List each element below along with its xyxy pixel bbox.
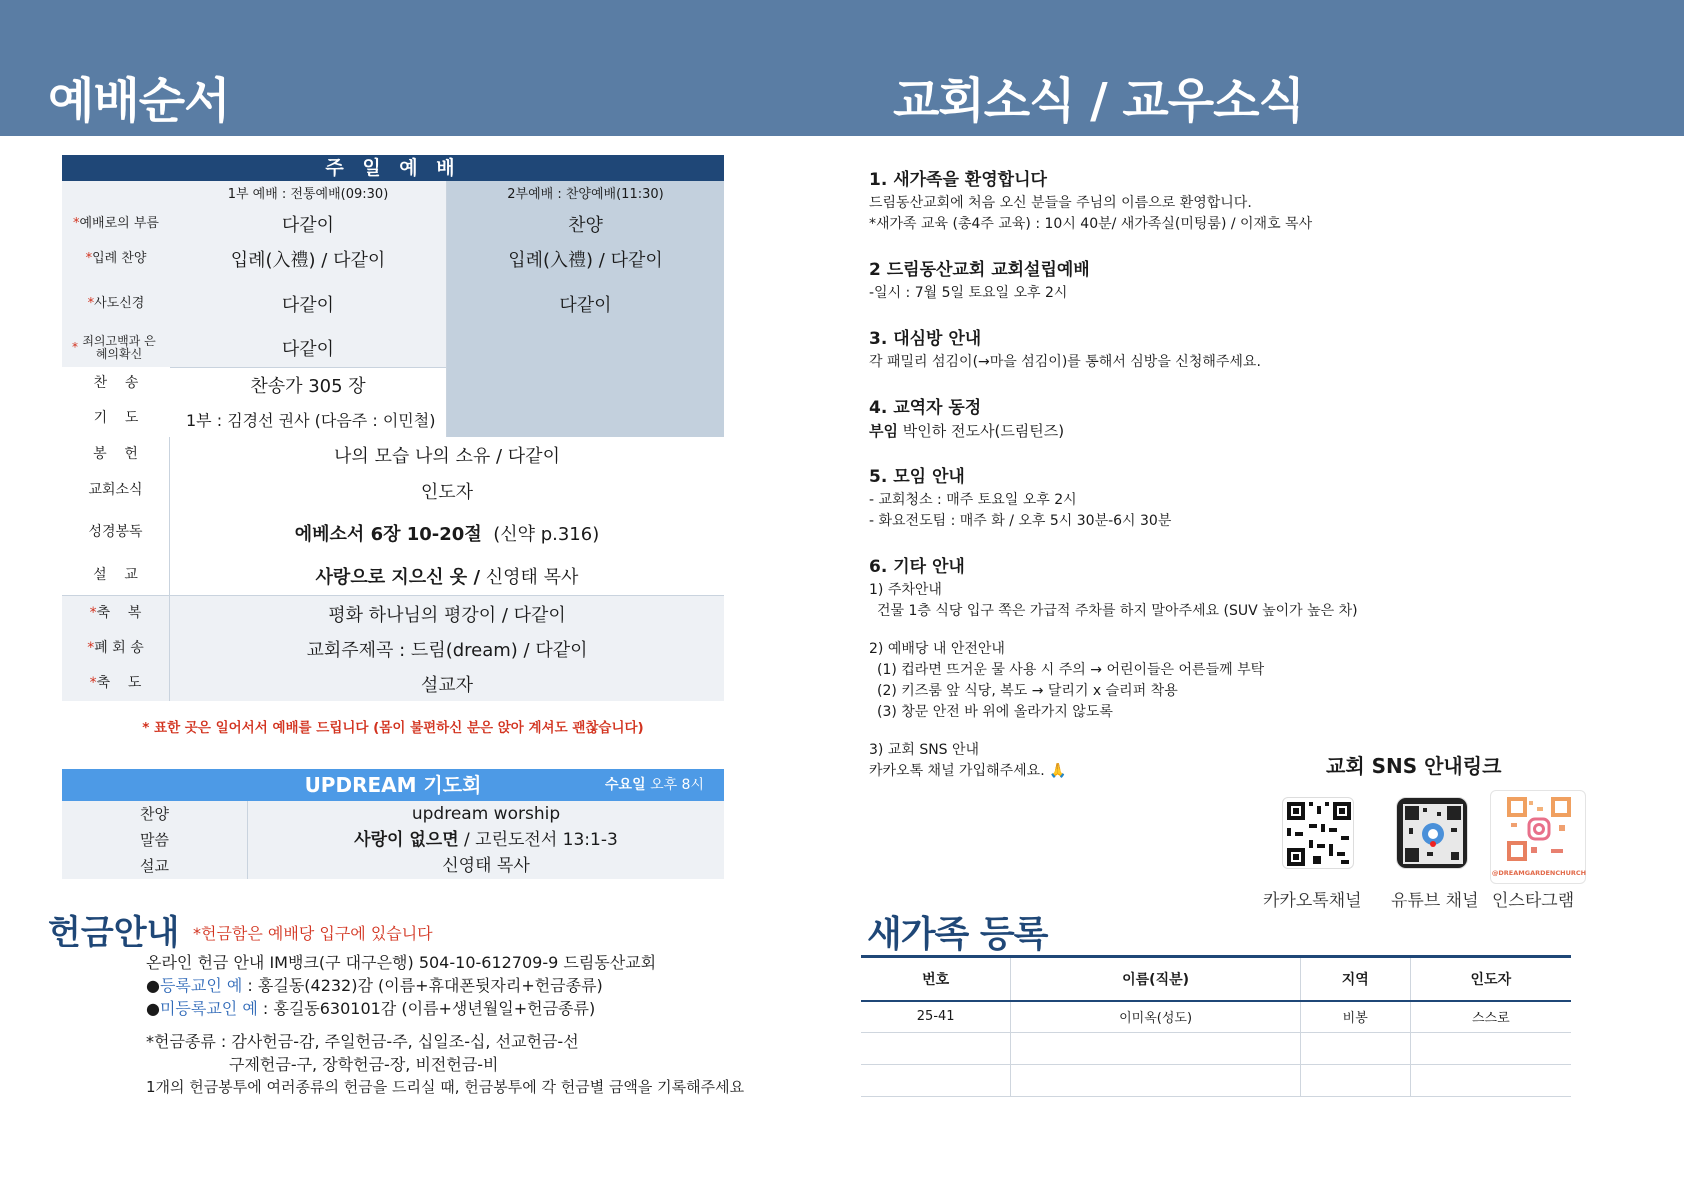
updream-table: [62, 769, 724, 879]
row-value: 평화 하나님의 평강이 / 다같이: [170, 596, 724, 631]
header-band: [0, 0, 1684, 136]
table-row: 25-41 이미옥(성도) 비봉 스스로: [861, 1001, 1571, 1033]
row-label: 말씀: [62, 827, 248, 853]
sns-title: 교회 SNS 안내링크: [1326, 754, 1502, 778]
row-label: 찬 송: [62, 367, 170, 401]
table-row: [861, 1033, 1571, 1065]
registration-title: 새가족 등록: [867, 914, 1048, 955]
kakao-label: 카카오톡채널: [1263, 891, 1362, 911]
table-row: * 죄의고백과 은혜의확신 다같이: [62, 329, 724, 367]
row-value: 사랑으로 지으신 옷 / 신영태 목사: [170, 557, 724, 595]
offering-example-unregistered: ●미등록교인 예 : 홍길동630101감 (이름+생년월일+헌금종류): [146, 999, 596, 1018]
offering-example-registered: ●등록교인 예 : 홍길동(4232)감 (이름+휴대폰뒷자리+헌금종류): [146, 976, 603, 995]
row-label: 설교: [62, 853, 248, 879]
table-row: [62, 557, 724, 595]
row-value: 교회주제곡 : 드림(dream) / 다같이: [170, 631, 724, 667]
row-value: 인도자: [170, 473, 724, 509]
news-item: 1. 새가족을 환영합니다 드림동산교회에 처음 오신 분들을 주님의 이름으로 환영합니다. *새가족 교육 (총4주 교육) : 10시 40분/ 새가족실(미팅룸) / 이재호 목사: [869, 165, 1389, 235]
col-name: 이름(직분): [1011, 957, 1300, 1001]
row-label: 성경봉독: [62, 509, 170, 557]
qr-icon: [1283, 798, 1355, 870]
row-value: 나의 모습 나의 소유 / 다같이: [170, 437, 724, 473]
row-value: 설교자: [170, 667, 724, 701]
qr-icon: [1397, 798, 1469, 870]
row-label: 사도신경: [94, 295, 145, 311]
table-header-row: [861, 957, 1571, 1001]
qr-icon: [1491, 791, 1587, 871]
row-value-1: 다같이: [170, 279, 447, 329]
row-value-1: 입례(入禮) / 다같이: [170, 239, 447, 279]
offering-instruction: 1개의 헌금봉투에 여러종류의 헌금을 드리실 때, 헌금봉투에 각 헌금별 금액을 기록해주세요: [146, 1078, 745, 1096]
row-label: 봉 헌: [62, 437, 170, 473]
instagram-label: 인스타그램: [1492, 891, 1575, 911]
row-label: 설 교: [62, 557, 170, 595]
service2-label: 2부예배 : 찬양예배(11:30): [447, 181, 724, 209]
youtube-label: 유튜브 채널: [1391, 891, 1479, 911]
row-value-2: 입례(入禮) / 다같이: [447, 239, 724, 279]
row-label: 교회소식: [62, 473, 170, 509]
offering-types: *헌금종류 : 감사헌금-감, 주일헌금-주, 십일조-십, 선교헌금-선: [146, 1032, 579, 1051]
news-item: 5. 모임 안내 - 교회청소 : 매주 토요일 오후 2시 - 화요전도팀 : 매주 화 / 오후 5시 30분-6시 30분: [869, 462, 1389, 532]
table-row: [62, 827, 724, 853]
col-number: 번호: [861, 957, 1011, 1001]
row-value-2: 찬양: [447, 209, 724, 239]
updream-title: UPDREAM 기도회: [304, 773, 482, 797]
row-value-1: 다같이: [170, 329, 447, 367]
table-row: * 축 복 평화 하나님의 평강이 / 다같이: [62, 595, 724, 631]
instagram-qr-code[interactable]: [1490, 790, 1586, 884]
row-label: 입례 찬양: [92, 250, 147, 266]
row-label: 예배로의 부름: [79, 215, 159, 231]
page-title-news: 교회소식 / 교우소식: [893, 73, 1304, 129]
news-title: 2 드림동산교회 교회설립예배: [869, 260, 1090, 280]
news-title: 4. 교역자 동정: [869, 398, 982, 418]
table-row: [62, 367, 724, 401]
news-title: 1. 새가족을 환영합니다: [869, 170, 1047, 190]
page-title-worship: 예배순서: [48, 73, 230, 129]
table-row: [62, 801, 724, 827]
row-label: 축 복: [96, 604, 142, 621]
table-row: [62, 509, 724, 557]
table-row: [62, 401, 724, 437]
service1-label: 1부 예배 : 전통예배(09:30): [170, 181, 447, 209]
worship-table: [62, 155, 724, 701]
news-item: 3. 대심방 안내 각 패밀리 섬김이(→마을 섬김이)를 통해서 심방을 신청해주세요.: [869, 324, 1389, 373]
table-row: * 예배로의 부름 다같이 찬양: [62, 209, 724, 239]
table-row: * 입례 찬양 입례(入禮) / 다같이 입례(入禮) / 다같이: [62, 239, 724, 279]
news-title: 6. 기타 안내: [869, 557, 965, 577]
kakao-qr-code[interactable]: [1282, 797, 1354, 869]
updream-time: 수요일 오후 8시: [605, 777, 704, 793]
row-label: 기 도: [62, 401, 170, 437]
row-label: 축 도: [96, 675, 142, 692]
col-region: 지역: [1300, 957, 1410, 1001]
row-value-2: [447, 367, 724, 401]
table-row: * 축 도 설교자: [62, 667, 724, 701]
table-row: [62, 473, 724, 509]
row-value-1: 1부 : 김경선 권사 (다음주 : 이민철): [170, 401, 447, 437]
col-guide: 인도자: [1410, 957, 1571, 1001]
worship-title: 주 일 예 배: [62, 155, 724, 181]
news-list: [869, 165, 1389, 782]
row-value-2: [447, 329, 724, 367]
table-row: [62, 437, 724, 473]
offering-types-cont: 구제헌금-구, 장학헌금-장, 비전헌금-비: [229, 1055, 499, 1074]
row-value: updream worship: [411, 804, 561, 824]
offering-note: *헌금함은 예배당 입구에 있습니다: [193, 924, 433, 943]
row-value-2: [447, 401, 724, 437]
table-row: [62, 853, 724, 879]
row-value-1: 찬송가 305 장: [170, 367, 447, 401]
row-label: 폐 회 송: [94, 640, 144, 657]
row-value: 신영태 목사: [442, 856, 530, 876]
row-label: 찬양: [62, 801, 248, 827]
offering-account: 온라인 헌금 안내 IM뱅크(구 대구은행) 504-10-612709-9 드림동산교회: [146, 953, 657, 972]
news-title: 3. 대심방 안내: [869, 329, 982, 349]
worship-service-header: [62, 181, 724, 209]
table-row: * 폐 회 송 교회주제곡 : 드림(dream) / 다같이: [62, 631, 724, 667]
table-row: [861, 1065, 1571, 1097]
news-item: 6. 기타 안내 1) 주차안내 건물 1층 식당 입구 쪽은 가급적 주차를 하지 말아주세요 (SUV 높이가 높은 차) 2) 예배당 내 안전안내 (1) 컵라면 뜨거운 물 사용 시 주의 → 어린이들은 어른들께 부탁 (2) 키즈룸 앞 식당, 복도 → 달리기 x 슬리퍼 착용 (3) 창문 안전 바 위에 올라가지 않도록 3) 교회 SNS 안내 카카오톡 채널 가입해주세요. 🙏: [869, 552, 1389, 782]
row-value-2: 다같이: [447, 279, 724, 329]
offering-title: 헌금안내: [48, 913, 180, 953]
instagram-handle: @DREAMGARDENCHURCH: [1491, 869, 1587, 877]
news-item: 2 드림동산교회 교회설립예배 -일시 : 7월 5일 토요일 오후 2시: [869, 255, 1389, 304]
news-item: 4. 교역자 동정 부임 박인하 전도사(드림틴즈): [869, 393, 1389, 442]
updream-header: [62, 769, 724, 801]
youtube-qr-code[interactable]: [1396, 797, 1468, 869]
standing-note: * 표한 곳은 일어서서 예배를 드립니다 (몸이 불편하신 분은 앉아 계셔도 괜찮습니다): [142, 720, 644, 736]
table-row: * 사도신경 다같이 다같이: [62, 279, 724, 329]
offering-body: [146, 951, 744, 1099]
registration-table: [861, 955, 1571, 1097]
news-title: 5. 모임 안내: [869, 467, 965, 487]
row-value: 에베소서 6장 10-20절 (신약 p.316): [170, 509, 724, 557]
row-label: 죄의고백과 은혜의확신: [82, 333, 156, 361]
row-value: 사랑이 없으면 / 고린도전서 13:1-3: [354, 830, 618, 850]
row-value-1: 다같이: [170, 209, 447, 239]
